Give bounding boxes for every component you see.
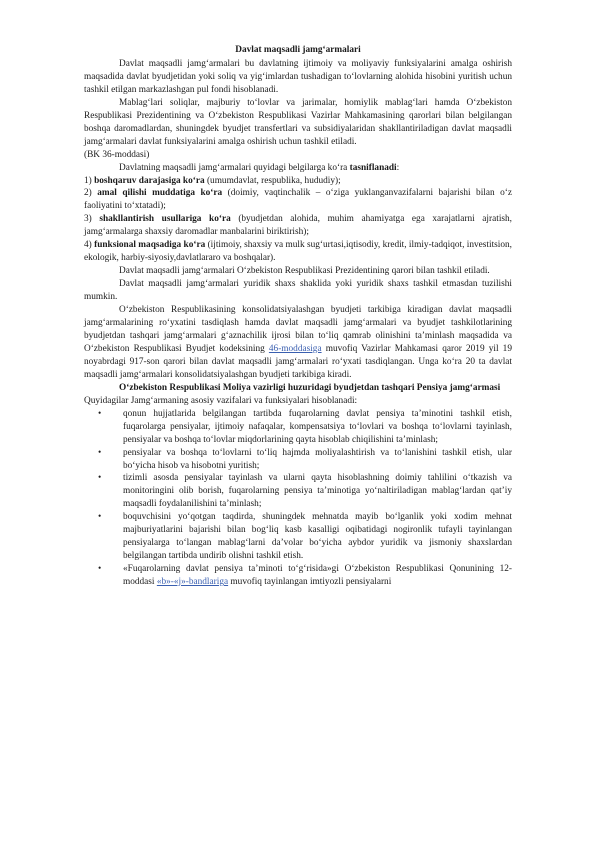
item-criterion: funksional maqsadiga ko‘ra [94, 240, 206, 251]
clauses-link[interactable]: «b»-«j»-bandlariga [156, 577, 229, 588]
paragraph-legal-form: Davlat maqsadli jamg‘armalari yuridik shaxs shaklida yoki yuridik shaxs tashkil etmasdan tuzilishi mumkin. [84, 279, 512, 303]
classification-item-2 [84, 187, 512, 213]
bullet-icon: • [98, 512, 102, 523]
classification-item-4 [84, 239, 512, 265]
item-number: 1) [84, 175, 95, 186]
paragraph-text: O‘zbekiston Respublikasining konsolidatsiyalashgan byudjeti tarkibiga kiradigan davlat maqsadli jamg‘armalarining ro‘yxatini tasdiqlash hamda davlat maqsadli jamg‘armalari va byudjet tashkilotlarining byudjetdan tashqari jamg‘armalari g‘aznachilik ijrosi bilan to‘liq qamrab olinishini ta’minlash maqsadida va O‘zbekiston Respublikasi Byudjet kodeksining [84, 305, 512, 354]
functions-list [84, 408, 512, 589]
paragraph-sources: Mablag‘lari soliqlar, majburiy to‘lovlar va jarimalar, homiylik mablag‘lari hamda O‘zbekiston Respublikasi Prezidentining va O‘zbekiston Respublikasi Vazirlar Mahkamasining qarorlari bilan belgilangan boshqa daromadlardan, shuningdek byudjet transfertlari va subsidiyalaridan shakllantiriladigan davlat maqsadli jamg‘armalari davlat funksiyalarini amalga oshirish uchun tashkil etiladi. [84, 97, 512, 147]
classification-item-3 [84, 213, 512, 239]
list-item [84, 563, 512, 589]
list-item-text: «Fuqarolarning davlat pensiya ta’minoti to‘g‘risida»gi O‘zbekiston Respublikasi Qonunining 12-moddasi [123, 564, 512, 588]
item-detail: (byudjetdan alohida, muhim ahamiyatga ega xarajatlarni ajratish, jamg‘armalarga shaxsiy daromadlar manbalarini biriktirish); [84, 214, 512, 238]
paragraph-establishment: Davlat maqsadli jamg‘armalari O‘zbekiston Respublikasi Prezidentining qarori bilan tashkil etiladi. [119, 266, 490, 277]
classification-intro [84, 162, 512, 175]
item-number: 2) [84, 188, 98, 199]
item-criterion: shakllantirish usullariga ko‘ra [99, 214, 231, 225]
section-heading-pension-fund [84, 382, 512, 395]
item-detail: (umumdavlat, respublika, hududiy); [204, 175, 341, 186]
article-46-link[interactable]: 46-moddasiga [268, 343, 322, 354]
item-number: 4) [84, 240, 95, 251]
bullet-icon: • [98, 473, 102, 484]
classification-intro-text: Davlatning maqsadli jamg‘armalari quyidagi belgilarga ko‘ra [119, 162, 350, 173]
list-item [84, 447, 512, 473]
bullet-icon: • [98, 564, 102, 575]
document-page [84, 44, 512, 589]
section-heading-text: O‘zbekiston Respublikasi Moliya vazirligi huzuridagi byudjetdan tashqari Pensiya jamg‘armasi [119, 382, 501, 393]
list-item-text: qonun hujjatlarida belgilangan tartibda fuqarolarning davlat pensiya ta’minotini tashkil etish, fuqarolarga pensiyalar, ijtimoiy nafaqalar, kompensatsiya to‘lovlari va boshqa to‘lovlarni tayinlash, pensiyalar va boshqa to‘lovlar miqdorlarining qayta hisoblab chiqilishini ta’minlash; [123, 408, 512, 445]
classification-intro-end: : [396, 162, 400, 173]
paragraph-consolidated-budget [84, 304, 512, 382]
item-criterion: boshqaruv darajasiga ko‘ra [94, 175, 205, 186]
paragraph-definition: Davlat maqsadli jamg‘armalari bu davlatning ijtimoiy va moliyaviy funksiyalarini amalga oshirish maqsadida davlat byudjetidan yoki soliq va yig‘imlardan tushadigan to‘lovlarning alohida hisobini yuritish uchun tashkil etilgan markazlashgan pul fondi hisoblanadi. [84, 58, 512, 95]
paragraph-functions-intro: Quyidagilar Jamg‘armaning asosiy vazifalari va funksiyalari hisoblanadi: [84, 395, 358, 406]
list-item [84, 472, 512, 511]
bullet-icon: • [98, 408, 102, 419]
list-item-text: boquvchisini yo‘qotgan taqdirda, shuningdek mehnatda mayib bo‘lganlik yoki xodim mehnat majburiyatlarini bajarishi bilan bog‘liq kasb kasalligi oqibatidagi nogironlik tufayli tayinlangan pensiyalarga to‘langan mablag‘larni da’volar bo‘yicha aybdor yuridik va jismoniy shaxslardan belgilangan tartibda undirib olishni tashkil etish. [123, 512, 512, 562]
classification-keyword: tasniflanadi [349, 162, 397, 173]
list-item-text: pensiyalar va boshqa to‘lovlarni to‘liq hajmda moliyalashtirish va to‘lanishini tashkil etish, ular bo‘yicha hisob va hisobotni yuritish; [123, 447, 512, 471]
bullet-icon: • [98, 447, 102, 458]
list-item [84, 408, 512, 447]
item-detail: (doimiy, vaqtinchalik – o‘ziga yuklanganvazifalarni bajarishi bilan o‘z faoliyatini to‘xtatadi); [84, 188, 512, 212]
reference-note: (BK 36-moddasi) [84, 149, 150, 160]
document-title: Davlat maqsadli jamg‘armalari [235, 45, 361, 55]
paragraph-text: muvofiq Vazirlar Mahkamasi qaror 2019 yil 19 noyabrdagi 917-son qarori bilan davlat maqsadli jamg‘armalari ro‘yxati tasdiqlangan. Unga ko‘ra 20 ta davlat maqsadli jamg‘armalari konsolidatsiyalashgan byudjeti tarkibiga kiradi. [84, 343, 512, 380]
list-item [84, 511, 512, 563]
list-item-text: tizimli asosda pensiyalar tayinlash va ularni qayta hisoblashning doimiy tahlilini o‘tkazish va monitoringini olib borish, fuqarolarning pensiya ta’minotiga yo‘naltiriladigan mablag‘lardan qat’iy maqsadli foydalanilishini ta’minlash; [123, 473, 512, 510]
item-detail: (ijtimoiy, shaxsiy va mulk sug‘urtasi,iqtisodiy, kredit, ilmiy-tadqiqot, investitsion, ekologik, harbiy-siyosiy,davlatlararo va boshqalar). [84, 240, 512, 264]
classification-item-1 [84, 175, 512, 188]
item-criterion: amal qilishi muddatiga ko‘ra [97, 188, 223, 199]
item-number: 3) [84, 214, 100, 225]
list-item-text: muvofiq tayinlangan imtiyozli pensiyalarni [228, 577, 392, 588]
